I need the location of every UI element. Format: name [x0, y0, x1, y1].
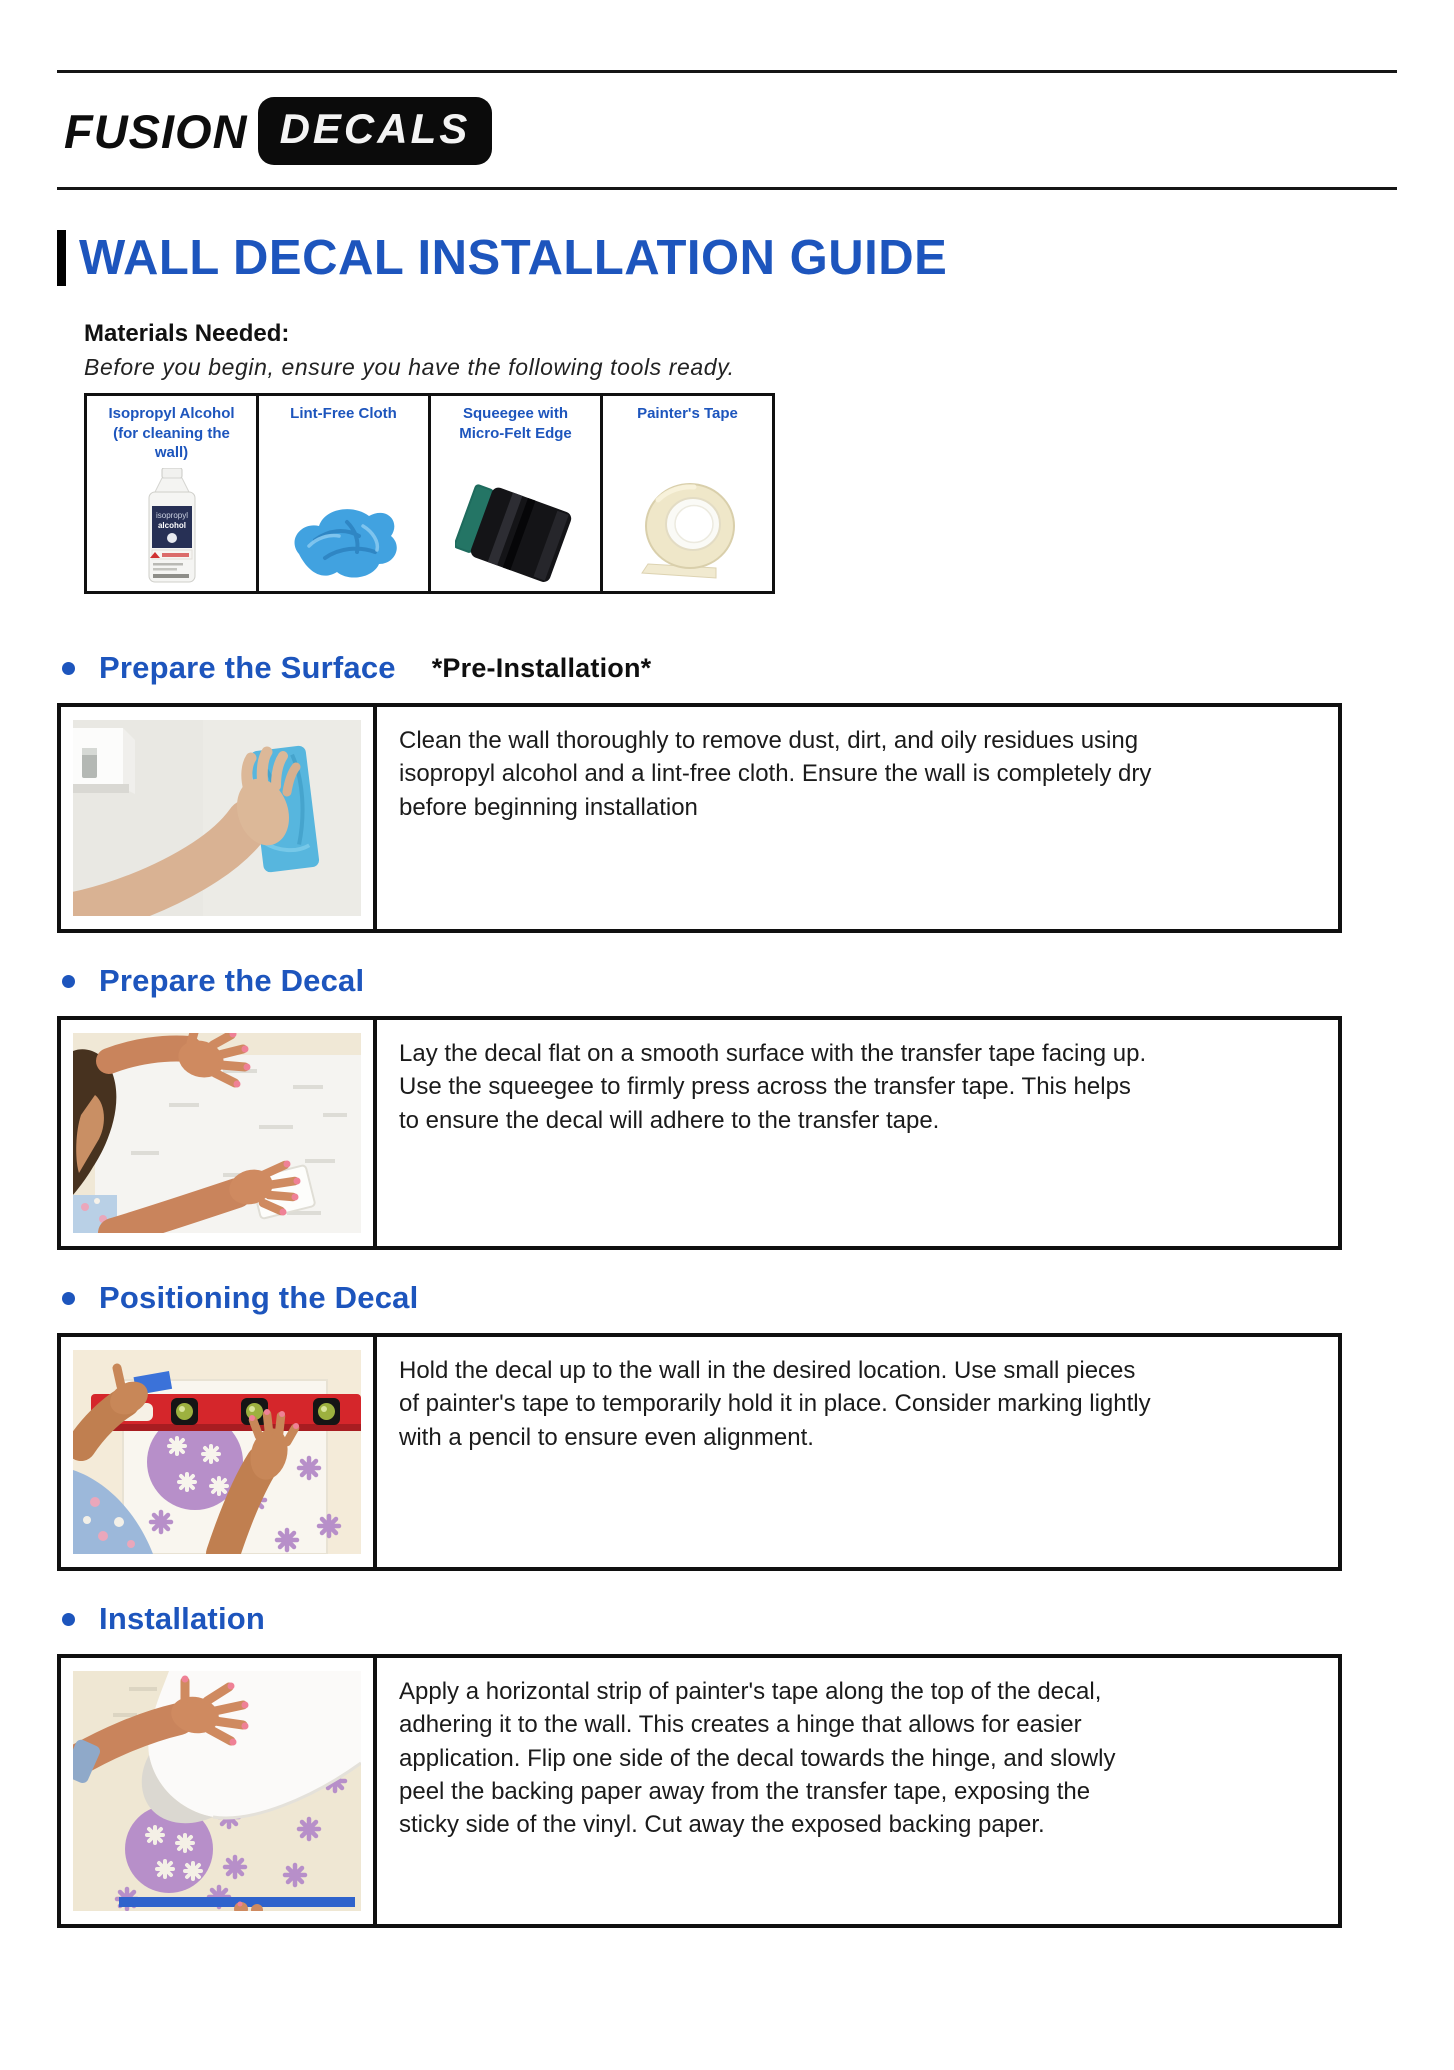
page-title: WALL DECAL INSTALLATION GUIDE	[79, 231, 948, 285]
svg-text:alcohol: alcohol	[157, 521, 186, 530]
logo-fusion-text: FUSION	[64, 104, 248, 158]
pre-installation-note: *Pre-Installation*	[431, 652, 652, 683]
step-photo-cell	[61, 707, 377, 929]
step-text: Apply a horizontal strip of painter's tape along the top of the decal, adhering it to the wall. This creates a hinge that allows for easier application. Flip one side of the decal towards the hinge, and slowly peel the backing paper away from the transfer tape, exposing the sticky side of the vinyl. Cut away the exposed backing paper.	[399, 1678, 1116, 1839]
section-title: Prepare the Decal	[99, 963, 365, 998]
logo-decals-text: DECALS	[279, 105, 471, 152]
logo-decals-badge	[258, 97, 493, 165]
section-head-installation	[62, 1601, 1454, 1637]
section-title: Prepare the Surface	[99, 650, 396, 685]
peeling-backing-photo	[73, 1671, 361, 1911]
pressing-decal-photo	[73, 1033, 361, 1233]
materials-table	[84, 393, 775, 594]
material-name: Squeegee with Micro-Felt Edge	[459, 405, 572, 442]
step-text: Clean the wall thoroughly to remove dust, dirt, and oily residues using isopropyl alcohol and a lint-free cloth. Ensure the wall is completely dry before beginning installation	[399, 727, 1152, 821]
level-on-decal-photo	[73, 1350, 361, 1554]
step-text: Lay the decal flat on a smooth surface with the transfer tape facing up. Use the squeegee to firmly press across the transfer tape. This helps to ensure the decal will adhere to the transfer tape.	[399, 1040, 1147, 1134]
section-head-prepare-decal	[62, 963, 1454, 999]
bullet-icon	[62, 662, 75, 675]
step-photo-cell	[61, 1337, 377, 1567]
step-row-positioning-decal	[57, 1333, 1342, 1571]
header-bottom-rule	[57, 187, 1397, 190]
title-accent-bar	[57, 230, 66, 286]
step-text: Hold the decal up to the wall in the desired location. Use small pieces of painter's tape to temporarily hold it in place. Consider marking lightly with a pencil to ensure even alignment.	[399, 1357, 1151, 1451]
step-row-prepare-decal	[57, 1016, 1342, 1250]
hand-wiping-wall-photo	[73, 720, 361, 916]
bullet-icon	[62, 1613, 75, 1626]
section-head-positioning-decal	[62, 1280, 1454, 1316]
step-photo-cell	[61, 1020, 377, 1246]
upper-arm	[109, 1049, 189, 1062]
step-row-installation	[57, 1654, 1342, 1928]
materials-subtitle: Before you begin, ensure you have the following tools ready.	[84, 354, 735, 380]
fusion-decals-logo	[64, 85, 1454, 177]
bullet-icon	[62, 1292, 75, 1305]
material-cell-tape	[602, 395, 774, 593]
header-top-rule	[57, 70, 1397, 73]
title-block	[57, 230, 1454, 286]
step-photo-cell	[61, 1658, 377, 1924]
section-title: Installation	[99, 1601, 266, 1636]
material-name: Isopropyl Alcohol (for cleaning the wall)	[108, 405, 235, 461]
bullet-icon	[62, 975, 75, 988]
material-name: Lint-Free Cloth	[290, 405, 397, 422]
step-row-prepare-surface	[57, 703, 1342, 933]
painters-tape-icon	[630, 478, 746, 584]
logo-sticker-fold	[280, 151, 398, 197]
section-head-prepare-surface	[62, 650, 1454, 686]
alcohol-bottle-icon	[137, 468, 207, 584]
svg-text:isopropyl: isopropyl	[155, 511, 188, 520]
materials-label: Materials Needed:	[84, 320, 290, 347]
material-name: Painter's Tape	[637, 405, 738, 422]
material-cell-isopropyl	[86, 395, 258, 593]
lint-free-cloth-icon	[285, 500, 403, 584]
material-cell-squeegee	[430, 395, 602, 593]
materials-section	[84, 320, 1454, 594]
material-cell-cloth	[258, 395, 430, 593]
section-title: Positioning the Decal	[99, 1280, 419, 1315]
squeegee-icon	[455, 484, 577, 584]
